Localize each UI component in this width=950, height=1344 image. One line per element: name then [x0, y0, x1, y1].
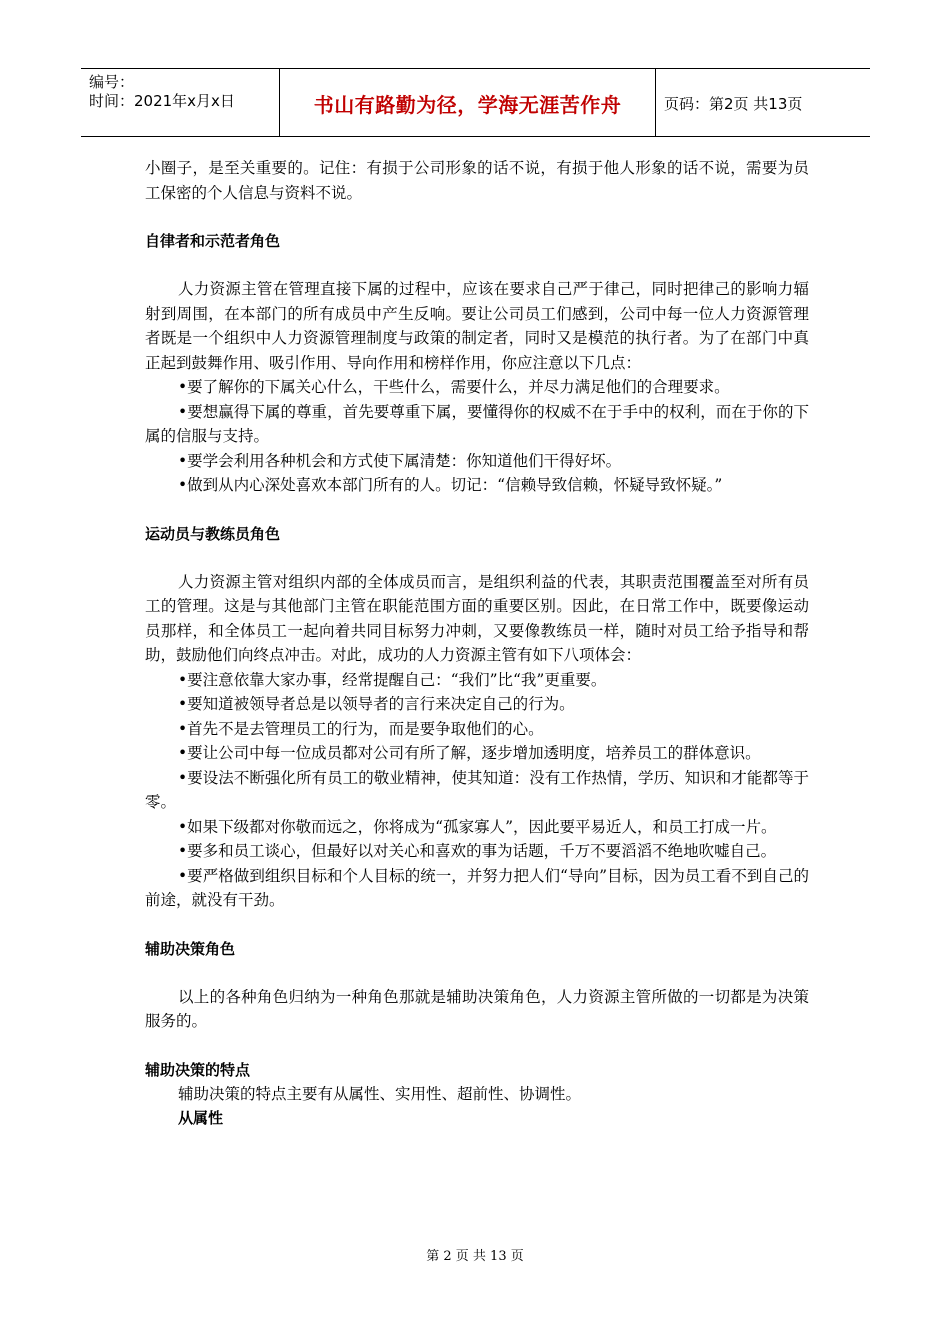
- section-heading: 辅助决策的特点: [145, 1060, 251, 1079]
- page-footer: 第 2 页 共 13 页: [426, 1249, 524, 1264]
- bullet-item: •做到从内心深处喜欢本部门所有的人。切记：“信赖导致信赖，怀疑导致怀疑。”: [178, 476, 723, 494]
- bullet-item: •要想赢得下属的尊重，首先要尊重下属，要懂得你的权威不在于手中的权利，而在于你的下属的信服与支持。: [145, 402, 809, 445]
- bullet-item: •如果下级都对你敬而远之，你将成为“孤家寡人”，因此要平易近人，和员工打成一片。: [178, 817, 777, 836]
- header-motto: 书山有路勤为径，学海无涯苦作舟: [313, 92, 622, 117]
- section-heading: 自律者和示范者角色: [145, 232, 281, 250]
- bullet-item: •要多和员工谈心，但最好以对关心和喜欢的事为话题，千万不要滔滔不绝地吹嘘自己。: [178, 842, 777, 860]
- bullet-item: •首先不是去管理员工的行为，而是要争取他们的心。: [178, 719, 544, 738]
- paragraph: 人力资源主管对组织内部的全体成员而言，是组织利益的代表，其职责范围覆盖至对所有员工的管理。这是与其他部门主管在职能范围方面的重要区别。因此，在日常工作中，既要像运动员那样，和全体员工一起向着共同目标努力冲刺，又要像教练员一样，随时对员工给予指导和帮助，鼓励他们向终点冲击。对此，成功的人力资源主管有如下八项体会：: [145, 572, 809, 664]
- sub-heading: 从属性: [178, 1109, 224, 1127]
- paragraph: 人力资源主管在管理直接下属的过程中，应该在要求自己严于律己，同时把律己的影响力辐射到周围，在本部门的所有成员中产生反响。要让公司员工们感到，公司中每一位人力资源管理者既是一个组织中人力资源管理制度与政策的制定者，同时又是模范的执行者。为了在部门中真正起到鼓舞作用、吸引作用、导向作用和榜样作用，你应注意以下几点：: [145, 280, 809, 372]
- bullet-item: •要设法不断强化所有员工的敬业精神，使其知道：没有工作热情，学历、知识和才能都等于零。: [145, 768, 809, 811]
- header-divider: [655, 69, 656, 136]
- document-body: [145, 156, 809, 1130]
- header-time-label: 时间：2021年x月x日: [89, 92, 235, 110]
- bullet-item: •要知道被领导者总是以领导者的言行来决定自己的行为。: [178, 695, 575, 713]
- section-heading: 辅助决策角色: [145, 939, 236, 958]
- paragraph: 以上的各种角色归纳为一种角色那就是辅助决策角色，人力资源主管所做的一切都是为决策服务的。: [145, 987, 809, 1030]
- header-page-info: 页码：第2页 共13页: [664, 94, 803, 113]
- document-header: [81, 68, 870, 137]
- bullet-item: •要严格做到组织目标和个人目标的统一，并努力把人们“导向”目标，因为员工看不到自己的前途，就没有干劲。: [145, 866, 809, 909]
- paragraph: 辅助决策的特点主要有从属性、实用性、超前性、协调性。: [178, 1084, 582, 1103]
- bullet-item: •要注意依靠大家办事，经常提醒自己：“我们”比“我”更重要。: [178, 670, 607, 689]
- header-number-label: 编号：: [89, 73, 135, 91]
- paragraph: 小圈子，是至关重要的。记住：有损于公司形象的话不说，有损于他人形象的话不说，需要为员工保密的个人信息与资料不说。: [145, 159, 809, 202]
- bullet-item: •要学会利用各种机会和方式使下属清楚：你知道他们干得好坏。: [178, 451, 622, 470]
- section-heading: 运动员与教练员角色: [145, 524, 281, 543]
- bullet-item: •要了解你的下属关心什么，干些什么，需要什么，并尽力满足他们的合理要求。: [178, 378, 730, 396]
- header-meta: [89, 73, 235, 111]
- bullet-item: •要让公司中每一位成员都对公司有所了解，逐步增加透明度，培养员工的群体意识。: [178, 744, 761, 762]
